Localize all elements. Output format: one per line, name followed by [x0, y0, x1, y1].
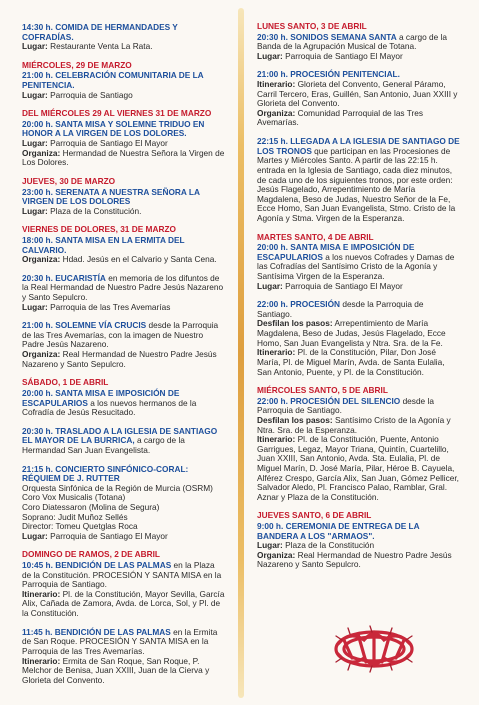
event-time: 11:45 h.	[22, 626, 53, 637]
event-description: en la Plaza de la Constitución. PROCESIÓN Y SANTA MISA en la Parroquia de Santiago.	[22, 560, 222, 590]
detail-value: Real Hermandad de Nuestro Padre Jesús Nazareno y Santo Sepulcro.	[22, 349, 217, 369]
detail-value: Director: Tomeu Quetglas Roca	[22, 521, 138, 532]
event-description: a los nuevos hermanos de la Cofradía de Jesús Resucitado.	[22, 397, 197, 418]
event-detail-line	[22, 657, 225, 686]
detail-value: Orquesta Sinfónica de la Región de Murcia (OSRM)	[22, 482, 213, 493]
event-time: 20:00 h.	[22, 118, 53, 129]
detail-value: Parroquia de Santiago El Mayor	[50, 138, 168, 149]
detail-value: Coro Vox Musicalis (Totana)	[22, 492, 126, 503]
event-detail-line	[257, 80, 460, 109]
detail-value: Arrepentimiento de María Magdalena, Beso de Judas, Jesús Flagelado, Ecce Homo, San Juan Evangelista y Ntra. Sra. de la Fe.	[257, 318, 446, 348]
event-block	[257, 233, 460, 292]
event-entry	[22, 274, 225, 303]
event-time: 22:00 h.	[257, 299, 288, 310]
event-time: 20:00 h.	[22, 387, 53, 398]
event-title: BENDICIÓN DE LAS PALMAS	[55, 560, 172, 571]
event-entry	[257, 33, 460, 52]
event-entry	[22, 389, 225, 418]
event-entry	[22, 628, 225, 657]
detail-value: Parroquia de Santiago	[50, 89, 133, 100]
event-time: 20:00 h.	[257, 242, 288, 253]
detail-value: Parroquia de las Tres Avemarías	[50, 301, 171, 312]
event-block	[22, 427, 225, 456]
event-detail-line	[22, 42, 225, 52]
event-title: CELEBRACIÓN COMUNITARIA DE LA PENITENCIA.	[22, 70, 204, 91]
detail-label: Organiza:	[257, 549, 296, 560]
event-time: 22:00 h.	[257, 395, 288, 406]
detail-label: Lugar:	[22, 205, 48, 216]
event-block	[22, 23, 225, 52]
event-description: en la Ermita de San Roque. PROCESIÓN Y SANTA MISA en la Parroquia de las Tres Avemarías.	[22, 626, 218, 656]
event-detail-line	[22, 91, 225, 101]
crown-of-thorns-icon	[330, 622, 418, 676]
right-column	[257, 22, 460, 579]
detail-value: Coro Diatessaron (Molina de Segura)	[22, 501, 160, 512]
event-detail-line	[257, 348, 460, 377]
event-block	[22, 465, 225, 542]
event-date: VIERNES DE DOLORES, 31 DE MARZO	[22, 224, 176, 235]
detail-value: Plaza de la Constitución.	[50, 205, 142, 216]
event-entry	[257, 522, 460, 541]
detail-label: Organiza:	[22, 147, 61, 158]
detail-value: Soprano: Judit Muñoz Sellés	[22, 511, 128, 522]
event-entry	[22, 561, 225, 590]
detail-label: Organiza:	[257, 107, 296, 118]
detail-label: Lugar:	[257, 540, 283, 551]
event-time: 21:00 h.	[22, 320, 53, 331]
event-time: 21:00 h.	[22, 70, 53, 81]
event-block	[257, 70, 460, 128]
detail-label: Lugar:	[22, 89, 48, 100]
detail-value: Parroquia de Santiago El Mayor	[285, 280, 403, 291]
event-date: DEL MIÉRCOLES 29 AL VIERNES 31 DE MARZO	[22, 108, 212, 119]
detail-label: Organiza:	[22, 254, 61, 265]
detail-value: Glorieta del Convento, General Páramo, Carril Tercero, Eras, Guillén, San Antonio, Juan XXIII y Glorieta del Convento.	[257, 79, 458, 109]
detail-value: Hdad. Jesús en el Calvario y Santa Cena.	[62, 254, 217, 265]
event-block	[22, 177, 225, 216]
event-detail-line	[22, 590, 225, 619]
event-date: JUEVES, 30 DE MARZO	[22, 175, 116, 186]
event-title: TRASLADO A LA IGLESIA DE SANTIAGO EL MAYOR DE LA BURRICA,	[22, 425, 218, 446]
event-entry	[22, 120, 225, 139]
event-title: BENDICIÓN DE LAS PALMAS	[54, 626, 171, 637]
event-title: SONIDOS SEMANA SANTA	[290, 31, 397, 42]
event-title: SERENATA A NUESTRA SEÑORA LA VIRGEN DE LOS DOLORES	[22, 186, 200, 207]
detail-label: Itinerario:	[257, 347, 296, 358]
detail-label: Itinerario:	[22, 588, 61, 599]
detail-value: Ermita de San Roque, San Roque, P. Melchor de Benisa, Juan XXIII, Juan de la Cierva y Glorieta del Convento.	[22, 655, 210, 685]
event-title: EUCARISTÍA	[55, 272, 106, 283]
event-description: a cargo de la Hermandad San Juan Evangelista.	[22, 435, 185, 455]
event-detail-line	[257, 435, 460, 502]
event-title: SANTA MISA E IMPOSICIÓN DE ESCAPULARIOS	[257, 242, 415, 262]
event-detail-line	[22, 350, 225, 369]
event-detail-line	[22, 207, 225, 217]
event-title: CEREMONIA DE ENTREGA DE LA BANDERA A LOS "ARMAOS".	[257, 521, 420, 541]
event-block	[257, 22, 460, 61]
event-title: SANTA MISA E IMPOSICIÓN DE ESCAPULARIOS	[22, 387, 180, 408]
event-date: JUEVES SANTO, 6 DE ABRIL	[257, 510, 372, 521]
event-title: PROCESIÓN PENITENCIAL.	[290, 69, 400, 80]
detail-label: Itinerario:	[257, 434, 296, 445]
event-block	[257, 511, 460, 570]
detail-value: Pl. de la Constitución, Mayor Sevilla, García Alix, Cañada de Zamora, Avda. de Lorca, Sol, y Pl. de la Constitución.	[22, 588, 225, 619]
detail-value: Restaurante Venta La Rata.	[50, 41, 153, 52]
event-detail-line	[257, 52, 460, 62]
event-detail-line	[22, 303, 225, 313]
detail-label: Lugar:	[22, 41, 48, 52]
event-time: 10:45 h.	[22, 560, 53, 571]
event-entry	[22, 427, 225, 456]
event-entry	[22, 71, 225, 90]
event-title: SANTA MISA Y SOLEMNE TRIDUO EN HONOR A LA VIRGEN DE LOS DOLORES.	[22, 118, 205, 139]
event-block	[257, 300, 460, 377]
event-block	[22, 628, 225, 686]
event-description: a los nuevos Cofrades y Damas de las Cofradías del Santísimo Cristo de la Agonía y Santísima Virgen de la Esperanza.	[257, 251, 455, 282]
detail-value: Pl. de la Constitución, Puente, Antonio Garrigues, Legaz, Mayor Triana, Quintín, Cuartelillo, Juan XXIII, San Antonio, Avda. Sta. Eulalia, Pl. de Miguel Marín, D. José María, Pilar, Héroe B. Cayuela, Alférez Crespo, García Alix, San Juan, Gómez Pellicer, Salvador Aledo, Pl. Francisco Palao, Ramblar, Gral. Aznar y Plaza de la Constitución.	[257, 434, 459, 502]
event-date: MARTES SANTO, 4 DE ABRIL	[257, 231, 374, 242]
event-date: LUNES SANTO, 3 DE ABRIL	[257, 21, 367, 31]
detail-value: Santísimo Cristo de la Agonía y Ntra. Sra. de la Esperanza.	[257, 414, 451, 435]
event-detail-line	[257, 416, 460, 435]
event-block	[22, 225, 225, 264]
detail-label: Desfilan los pasos:	[257, 318, 333, 329]
event-block	[22, 274, 225, 312]
detail-label: Itinerario:	[257, 79, 296, 90]
event-entry	[22, 188, 225, 207]
event-block	[22, 109, 225, 168]
event-entry	[257, 137, 460, 223]
event-entry	[22, 23, 225, 42]
event-time: 23:00 h.	[22, 186, 53, 197]
event-detail-line	[22, 255, 225, 265]
event-description: en memoria de los difuntos de la Real Hermandad de Nuestro Padre Jesús Nazareno y Santo Sepulcro.	[22, 272, 224, 303]
detail-label: Itinerario:	[22, 655, 61, 666]
event-title: LLEGADA A LA IGLESIA DE SANTIAGO DE LOS TRONOS	[257, 136, 460, 156]
event-time: 20:30 h.	[257, 31, 288, 42]
event-title: COMIDA DE HERMANDADES Y COFRADÍAS.	[22, 22, 178, 42]
event-title: CONCIERTO SINFÓNICO-CORAL: RÉQUIEM DE J. RUTTER	[22, 463, 189, 484]
event-block	[257, 137, 460, 223]
event-entry	[257, 243, 460, 281]
detail-value: Hermandad de Nuestra Señora la Virgen de Los Dolores.	[22, 147, 225, 168]
detail-value: Pl. de la Constitución, Pilar, Don José María, Pl. de Miguel Marín, Avda. de Santa Eulalia, San Antonio, Puente, y Pl. de la Constitución.	[257, 347, 445, 377]
event-entry	[22, 321, 225, 350]
event-date: SÁBADO, 1 DE ABRIL	[22, 377, 109, 388]
column-divider	[238, 8, 244, 698]
event-title: PROCESIÓN	[290, 299, 341, 310]
event-detail-line	[257, 551, 460, 570]
event-title: SOLEMNE VÍA CRUCIS	[55, 320, 147, 331]
event-time: 22:15 h.	[257, 136, 288, 147]
detail-label: Organiza:	[22, 349, 61, 360]
event-description: a cargo de la Banda de la Agrupación Musical de Totana.	[257, 31, 447, 52]
event-description: desde la Parroquia de las Tres Avemarías, con la imagen de Nuestro Padre Jesús Nazareno.	[22, 320, 219, 350]
event-description: desde la Parroquia de Santiago.	[257, 299, 424, 319]
event-title: SANTA MISA EN LA ERMITA DEL CALVARIO.	[22, 234, 185, 255]
detail-label: Lugar:	[22, 301, 48, 312]
detail-label: Lugar:	[257, 50, 283, 61]
event-entry	[22, 465, 225, 484]
detail-label: Lugar:	[22, 138, 48, 149]
event-time: 9:00 h.	[257, 521, 284, 532]
event-entry	[22, 236, 225, 255]
event-block	[22, 550, 225, 618]
detail-value: Plaza de la Constitución	[285, 540, 375, 551]
event-description: desde la Parroquia de Santiago.	[257, 395, 434, 416]
detail-value: Comunidad Parroquial de las Tres Avemarías.	[257, 107, 424, 128]
event-entry	[257, 300, 460, 319]
event-time: 14:30 h.	[22, 22, 53, 32]
detail-label: Desfilan los pasos:	[257, 414, 333, 425]
event-date: MIÉRCOLES SANTO, 5 DE ABRIL	[257, 385, 388, 396]
event-description: que participan en las Procesiones de Martes y Miércoles Santo. A partir de las 22:15 h. entrada en la Iglesia de Santiago, cada diez minutos, de cada uno de los siguientes tronos, por este orden: Jesús Flagelado, Arrepentimiento de María Magdalena, Beso de Judas, Nuestro Señor de la Fe, Ecce Homo, San Juan Evangelista, Stmo. Cristo de la Agonía y Stma. Virgen de la Esperanza.	[257, 145, 456, 223]
event-time: 20:30 h.	[22, 272, 53, 283]
event-block	[257, 386, 460, 502]
event-time: 21:00 h.	[257, 69, 288, 80]
event-time: 20:30 h.	[22, 425, 53, 436]
event-block	[22, 61, 225, 100]
event-time: 18:00 h.	[22, 234, 53, 245]
detail-value: Real Hermandad de Nuestro Padre Jesús Nazareno y Santo Sepulcro.	[257, 549, 452, 570]
event-entry	[257, 397, 460, 416]
event-time: 21:15 h.	[22, 463, 53, 474]
event-title: PROCESIÓN DEL SILENCIO	[290, 395, 401, 406]
event-detail-line	[257, 109, 460, 128]
event-detail-line	[22, 149, 225, 168]
detail-label: Lugar:	[257, 280, 283, 291]
left-column	[22, 22, 225, 694]
detail-value: Parroquia de Santiago El Mayor	[50, 530, 168, 541]
detail-value: Parroquia de Santiago El Mayor	[285, 50, 403, 61]
event-detail-line	[257, 282, 460, 292]
detail-label: Lugar:	[22, 530, 48, 541]
event-date: MIÉRCOLES, 29 DE MARZO	[22, 59, 132, 70]
event-detail-line	[22, 532, 225, 542]
event-detail-line	[257, 319, 460, 348]
event-block	[22, 378, 225, 417]
event-block	[22, 321, 225, 369]
event-date: DOMINGO DE RAMOS, 2 DE ABRIL	[22, 549, 160, 560]
